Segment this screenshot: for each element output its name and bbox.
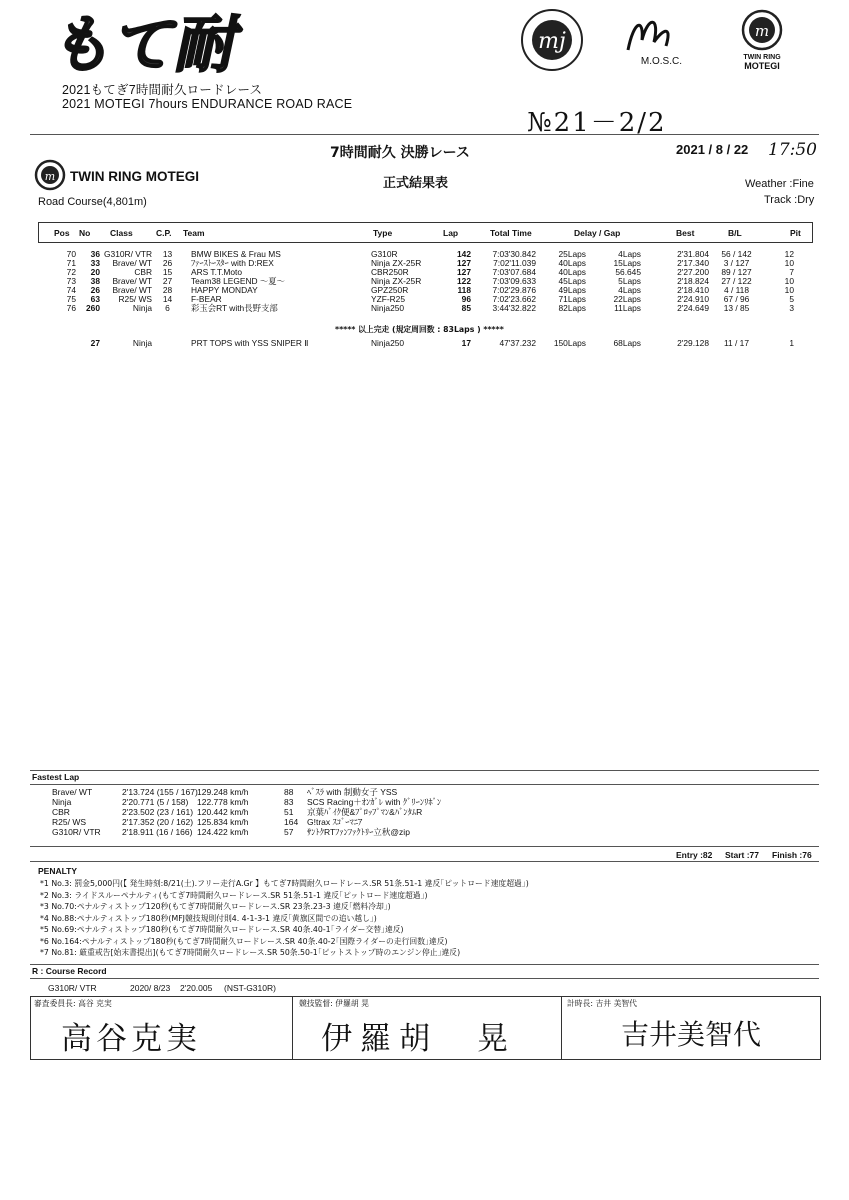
cell-pit: 5	[789, 294, 794, 304]
cell-bl: 4 / 118	[724, 285, 749, 295]
cell-total: 7:02'29.876	[492, 285, 536, 295]
chief-steward-signature: 高谷克実	[61, 1021, 201, 1057]
cell-lap: 142	[457, 249, 471, 259]
cell-gap: 68Laps	[613, 338, 641, 348]
results-subtitle: 正式結果表	[383, 176, 449, 191]
cell-cp: 13	[162, 249, 173, 259]
header-divider	[30, 134, 819, 135]
penalty-line: *2 No.3: ライドスルーペナルティ(もてぎ7時間耐久ロードレース.SR 51条.51-1 違反｢ピットロード速度超過｣)	[40, 890, 428, 900]
cell-pit: 12	[784, 249, 794, 259]
cell-bl: 56 / 142	[721, 249, 752, 259]
cell-lap: 118	[457, 285, 471, 295]
svg-text:m: m	[754, 22, 770, 40]
cell-pos: 72	[66, 267, 76, 277]
cell-cp: 27	[162, 276, 173, 286]
col-lap: Lap	[443, 228, 459, 238]
cell-gap: 5Laps	[618, 276, 641, 286]
track-condition: Track :Dry	[764, 194, 815, 206]
cell-best: 2'18.824	[677, 276, 709, 286]
results-header-box	[38, 222, 813, 243]
cell-bl: 67 / 96	[723, 294, 750, 304]
fastest-lap-no: 88	[284, 787, 294, 797]
svg-text:m: m	[44, 170, 56, 183]
fastest-lap-time: 2'13.724 (155 / 167)	[122, 787, 198, 797]
penalty-line: *4 No.88:ペナルティストップ180秒(MFJ競技規則付則4. 4-1-3-1 違反｢黄旗区間での追い越し｣)	[40, 913, 377, 923]
cell-delay: 40Laps	[558, 258, 586, 268]
race-director-title: 競技監督: 伊羅胡 晃	[299, 999, 369, 1008]
cell-bl: 13 / 85	[723, 303, 750, 313]
fastest-lap-class: CBR	[52, 807, 70, 817]
chief-timekeeper-signature: 吉井美智代	[621, 1018, 762, 1051]
cell-cp	[154, 339, 181, 348]
cell-delay: 71Laps	[558, 294, 586, 304]
cell-lap: 127	[457, 258, 471, 268]
course-info: Road Course(4,801m)	[38, 196, 147, 208]
trm-line2: MOTEGI	[744, 61, 780, 71]
cell-bl: 27 / 122	[721, 276, 752, 286]
cell-best: 2'24.910	[677, 294, 709, 304]
cell-total: 7:02'11.039	[493, 258, 536, 268]
cell-cp: 26	[162, 258, 173, 268]
fastest-lap-speed: 122.778 km/h	[197, 797, 249, 807]
dnf-body	[54, 339, 794, 348]
cell-class: R25/ WS	[118, 294, 152, 304]
handwritten-time: 17:50	[768, 140, 817, 160]
cell-bl: 11 / 17	[724, 338, 749, 348]
cell-team: Team38 LEGEND ～夏～	[191, 276, 286, 286]
col-pit: Pit	[790, 228, 801, 238]
event-name-en: 2021 MOTEGI 7hours ENDURANCE ROAD RACE	[62, 97, 353, 111]
fastest-lap-row	[52, 807, 572, 817]
penalty-line: *3 No.70:ペナルティストップ120秒(もてぎ7時間耐久ロードレース.SR 23条.23-3 違反｢燃料冷却｣)	[40, 902, 391, 911]
col-no: No	[79, 228, 91, 238]
cell-best: 2'24.649	[677, 303, 709, 313]
fastest-lap-no: 51	[284, 807, 294, 817]
fastest-lap-no: 83	[284, 797, 294, 807]
col-cp: C.P.	[156, 228, 172, 238]
fastest-lap-row	[52, 787, 572, 797]
cell-total: 3:44'32.822	[492, 303, 536, 313]
cell-class: CBR	[134, 267, 152, 277]
cell-class: Ninja	[132, 338, 152, 348]
col-class: Class	[110, 228, 133, 238]
cell-class: Brave/ WT	[112, 276, 152, 286]
fastest-lap-no: 164	[284, 817, 299, 827]
cell-best: 2'18.410	[677, 285, 709, 295]
cell-best: 2'17.340	[677, 258, 709, 268]
fastest-lap-row	[52, 827, 572, 837]
cell-pit: 10	[784, 276, 794, 286]
results-body	[54, 250, 794, 313]
cell-team: HAPPY MONDAY	[191, 285, 258, 295]
cell-no: 260	[86, 303, 100, 313]
venue-logo-text: TWIN RING MOTEGI	[70, 169, 199, 184]
cell-type: YZF-R25	[371, 294, 405, 304]
cell-delay: 40Laps	[558, 267, 586, 277]
penalty-line: *1 No.3: 罰金5,000円(【 発生時刻:8/21(土).フリー走行A.Gr 】もてぎ7時間耐久ロードレース.SR 51条.51-1 違反｢ピットロード速度超過｣)	[40, 879, 529, 888]
cell-best: 2'29.128	[677, 338, 709, 348]
cell-type: G310R	[371, 249, 398, 259]
cell-lap: 96	[461, 294, 471, 304]
cell-type: Ninja ZX-25R	[371, 276, 422, 286]
cell-team: 彩玉会RT with長野支部	[191, 303, 278, 313]
penalty-line: *7 No.81: 厳重戒告[始末書提出](もてぎ7時間耐久ロードレース.SR 50条.50-1｢ピットストップ時のエンジン停止｣違反)	[40, 948, 461, 957]
fastest-lap-divider	[30, 770, 819, 771]
fastest-lap-speed: 120.442 km/h	[197, 807, 249, 817]
cell-total: 7:03'07.684	[492, 267, 536, 277]
fastest-lap-team: ﾍﾞｽﾗ with 制動女子 YSS	[307, 787, 398, 797]
cell-no: 26	[90, 285, 100, 295]
svg-text:mj: mj	[538, 29, 566, 54]
cell-gap: 15Laps	[613, 258, 641, 268]
cell-no: 38	[90, 276, 100, 286]
penalty-title: PENALTY	[38, 866, 78, 876]
race-director-signature: 伊羅胡 晃	[321, 1021, 516, 1057]
course-record-label: R : Course Record	[32, 966, 107, 976]
cell-pit: 1	[789, 338, 794, 348]
cell-pos: 74	[66, 285, 76, 295]
cell-gap: 4Laps	[618, 249, 641, 259]
cell-cp: 6	[165, 303, 170, 313]
chief-steward-title: 審査委員長: 高谷 克実	[34, 999, 112, 1008]
cell-pos: 76	[66, 303, 76, 313]
penalty-line: *5 No.69:ペナルティストップ180秒(もてぎ7時間耐久ロードレース.SR 40条.40-1｢ライダー交替｣違反)	[40, 925, 404, 934]
cell-team: BMW BIKES & Frau MS	[191, 249, 281, 259]
fastest-lap-class: R25/ WS	[52, 817, 87, 827]
course-record-rule	[30, 978, 819, 979]
fastest-lap-speed: 124.422 km/h	[197, 827, 249, 837]
cell-type: Ninja250	[371, 303, 405, 313]
fastest-lap-class: Ninja	[52, 797, 72, 807]
cell-class: Brave/ WT	[112, 285, 152, 295]
cell-pos: 70	[66, 249, 76, 259]
col-delay-gap: Delay / Gap	[574, 228, 621, 238]
cell-team: ﾌｧｰｽﾄｰｽﾀｰ with D:REX	[191, 258, 274, 268]
cell-gap: 4Laps	[618, 285, 641, 295]
weather: Weather :Fine	[745, 178, 814, 190]
cell-total: 7:03'30.842	[492, 249, 536, 259]
cell-team: ARS T.T.Moto	[191, 267, 243, 277]
fastest-lap-row	[52, 817, 572, 827]
cell-pit: 10	[784, 285, 794, 295]
jmfa-seal-icon	[520, 8, 584, 72]
cell-delay: 25Laps	[558, 249, 586, 259]
mosc-logo	[620, 10, 690, 70]
cell-lap: 85	[461, 303, 471, 313]
cell-type: CBR250R	[371, 267, 409, 277]
course-record-date: 2020/ 8/23	[130, 983, 171, 993]
cell-type: GPZ250R	[371, 285, 409, 295]
course-record-time: 2'20.005	[180, 983, 213, 993]
cell-bl: 3 / 127	[723, 258, 750, 268]
fastest-lap-time: 2'17.352 (20 / 162)	[122, 817, 194, 827]
cell-cp: 14	[162, 294, 173, 304]
col-best: Best	[676, 228, 695, 238]
cell-no: 33	[90, 258, 100, 268]
cell-pos	[54, 339, 76, 348]
entry-divider	[30, 846, 819, 847]
cell-delay: 45Laps	[558, 276, 586, 286]
cell-gap: 11Laps	[614, 303, 641, 313]
event-name-jp: 2021もてぎ7時間耐久ロードレース	[62, 83, 263, 97]
cell-total: 7:02'23.662	[492, 294, 536, 304]
trm-line1: TWIN RING	[743, 54, 781, 61]
fastest-lap-team: G!trax ｽｺﾞｰﾏﾆｱ	[307, 817, 363, 827]
cell-pit: 7	[789, 267, 794, 277]
fastest-lap-row	[52, 797, 572, 807]
cell-no: 20	[90, 267, 100, 277]
cell-total: 47'37.232	[499, 338, 536, 348]
cell-best: 2'31.804	[677, 249, 709, 259]
penalty-divider	[30, 861, 819, 862]
col-total: Total Time	[490, 228, 532, 238]
motetai-logo	[58, 6, 298, 76]
cell-bl: 89 / 127	[721, 267, 752, 277]
cell-lap: 127	[457, 267, 471, 277]
chief-timekeeper-title: 計時長: 吉井 美智代	[567, 999, 637, 1008]
course-record-note: (NST-G310R)	[224, 983, 276, 993]
cell-pos: 73	[66, 276, 76, 286]
cell-gap: 56.645	[615, 267, 641, 277]
fastest-lap-time: 2'20.771 (5 / 158)	[122, 797, 189, 807]
result-row	[54, 304, 794, 313]
col-type: Type	[373, 228, 393, 238]
dnf-row	[54, 339, 794, 348]
officials-box	[30, 996, 821, 1060]
entry-count: Entry :82	[676, 850, 713, 860]
fastest-lap-no: 57	[284, 827, 294, 837]
fastest-lap-title-rule	[30, 784, 819, 785]
cell-delay: 49Laps	[558, 285, 586, 295]
cell-type: Ninja ZX-25R	[371, 258, 422, 268]
twin-ring-motegi-logo	[34, 158, 214, 194]
cell-cp: 15	[162, 267, 173, 277]
col-team: Team	[183, 228, 205, 238]
fastest-lap-time: 2'18.911 (16 / 166)	[122, 827, 193, 837]
cell-class: G310R/ VTR	[104, 249, 152, 259]
cell-class: Ninja	[132, 303, 152, 313]
document-number: №21－2/2	[527, 108, 667, 138]
cell-pit: 10	[784, 258, 794, 268]
cell-gap: 22Laps	[613, 294, 641, 304]
race-date: 2021 / 8 / 22	[676, 142, 749, 157]
fastest-lap-time: 2'23.502 (23 / 161)	[122, 807, 194, 817]
col-bl: B/L	[728, 228, 742, 238]
col-pos: Pos	[54, 228, 70, 238]
trm-badge-icon	[730, 8, 794, 72]
cell-delay: 82Laps	[558, 303, 586, 313]
cell-pit: 3	[789, 303, 794, 313]
fastest-lap-team: SCS Racing＋ｵﾝｶﾞﾚ with ｸﾞﾘｰﾝﾘﾎﾞﾝ	[307, 797, 442, 807]
fastest-lap-class: Brave/ WT	[52, 787, 93, 797]
cell-team: F-BEAR	[191, 294, 222, 304]
fastest-lap-class: G310R/ VTR	[52, 827, 101, 837]
cell-best: 2'27.200	[677, 267, 709, 277]
logo-text: もて耐	[58, 8, 248, 76]
course-record-class: G310R/ VTR	[48, 983, 97, 993]
cell-delay: 150Laps	[553, 338, 586, 348]
cell-class: Brave/ WT	[112, 258, 152, 268]
cell-total: 7:03'09.633	[492, 276, 536, 286]
fastest-lap-title: Fastest Lap	[32, 772, 80, 782]
cell-team: PRT TOPS with YSS SNIPER Ⅱ	[191, 338, 309, 348]
cell-lap: 17	[461, 338, 471, 348]
finish-separator: ***** 以上完走 (規定周回数 : 83Laps ) *****	[335, 325, 504, 334]
mosc-label: M.O.S.C.	[640, 56, 682, 67]
race-title: 7時間耐久 決勝レース	[330, 145, 470, 161]
finish-count: Finish :76	[772, 850, 812, 860]
cell-no: 27	[90, 338, 100, 348]
cell-type: Ninja250	[371, 338, 405, 348]
cell-pos: 71	[66, 258, 76, 268]
fastest-lap-speed: 129.248 km/h	[197, 787, 249, 797]
cell-cp: 28	[162, 285, 173, 295]
start-count: Start :77	[725, 850, 760, 860]
fastest-lap-team: 京葉ﾊﾞｲｸ便&ﾌﾟﾛｯﾌﾟﾏﾝ&ﾊﾞﾝﾀﾑR	[307, 807, 423, 817]
cell-no: 36	[90, 249, 100, 259]
cell-no: 63	[90, 294, 100, 304]
cell-pos: 75	[66, 294, 76, 304]
course-record-divider	[30, 964, 819, 965]
cell-lap: 122	[457, 276, 471, 286]
penalty-line: *6 No.164:ペナルティストップ180秒(もてぎ7時間耐久ロードレース.SR 40条.40-2｢国際ライダーの走行回数｣違反)	[40, 936, 448, 946]
fastest-lap-team: ｻﾝﾄｸRTﾌｧﾝﾌｧｸﾄﾘｰ立秋@zip	[307, 827, 410, 837]
fastest-lap-speed: 125.834 km/h	[197, 817, 249, 827]
